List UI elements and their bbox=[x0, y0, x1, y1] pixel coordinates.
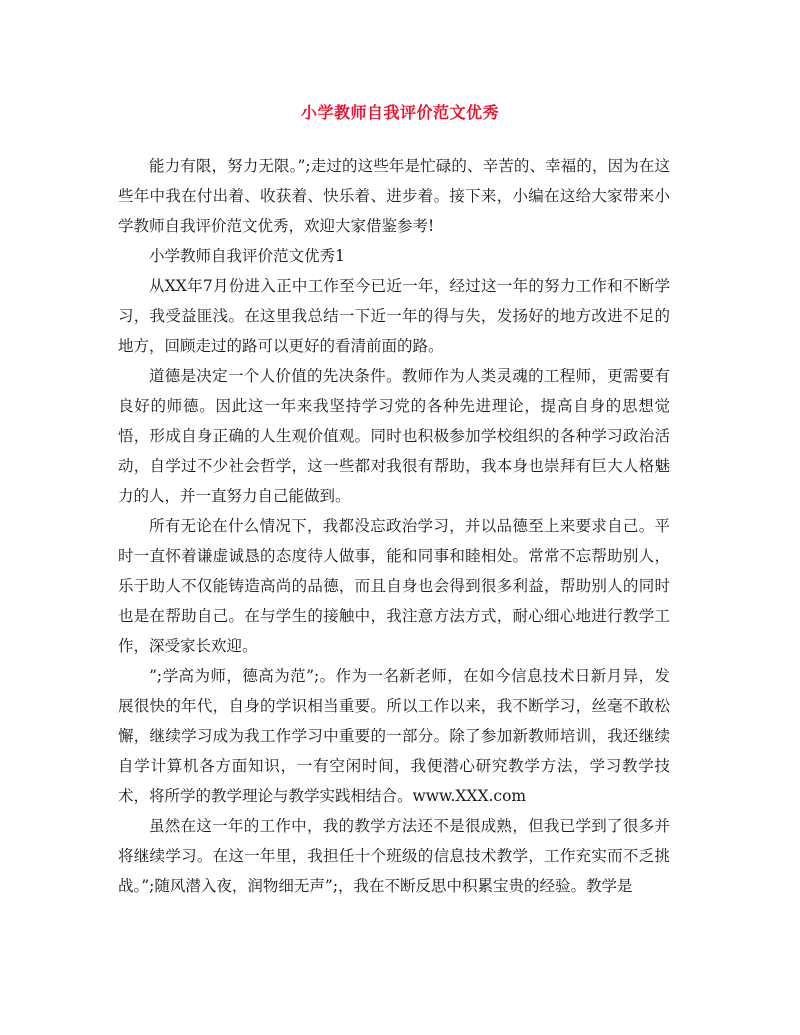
document-body bbox=[118, 151, 670, 901]
paragraph: 所有无论在什么情况下，我都没忘政治学习，并以品德至上来要求自己。平时一直怀着谦虚诚恳的态度待人做事，能和同事和睦相处。常常不忘帮助别人，乐于助人不仅能铸造高尚的品德，而且自身也会得到很多利益，帮助别人的同时也是在帮助自己。在与学生的接触中，我注意方法方式，耐心细心地进行教学工作，深受家长欢迎。 bbox=[118, 517, 670, 655]
paragraph: 从XX年7月份进入正中工作至今已近一年，经过这一年的努力工作和不断学习，我受益匪浅。在这里我总结一下近一年的得与失，发扬好的地方改进不足的地方，回顾走过的路可以更好的看清前面的路。 bbox=[118, 277, 670, 355]
paragraph-intro: 能力有限，努力无限。”;走过的这些年是忙碌的、辛苦的、幸福的，因为在这些年中我在付出着、收获着、快乐着、进步着。接下来，小编在这给大家带来小学教师自我评价范文优秀，欢迎大家借鉴参考! bbox=[118, 157, 670, 235]
paragraph: 虽然在这一年的工作中，我的教学方法还不是很成熟，但我已学到了很多并将继续学习。在这一年里，我担任十个班级的信息技术教学，工作充实而不乏挑战。”;随风潜入夜，润物细无声”;，我在不断反思中积累宝贵的经验。教学是 bbox=[118, 817, 670, 895]
section-heading: 小学教师自我评价范文优秀1 bbox=[149, 247, 345, 265]
paragraph: ”;学高为师，德高为范”;。作为一名新老师，在如今信息技术日新月异，发展很快的年代，自身的学识相当重要。所以工作以来，我不断学习，丝毫不敢松懈，继续学习成为我工作学习中重要的一部分。除了参加新教师培训，我还继续自学计算机各方面知识，一有空闲时间，我便潜心研究教学方法，学习教学技术，将所学的教学理论与教学实践相结合。www.XXX.com bbox=[118, 667, 670, 805]
paragraph: 道德是决定一个人价值的先决条件。教师作为人类灵魂的工程师，更需要有良好的师德。因此这一年来我坚持学习党的各种先进理论，提高自身的思想觉悟，形成自身正确的人生观价值观。同时也积极参加学校组织的各种学习政治活动，自学过不少社会哲学，这一些都对我很有帮助，我本身也崇拜有巨大人格魅力的人，并一直努力自己能做到。 bbox=[118, 367, 670, 505]
document-title: 小学教师自我评价范文优秀 bbox=[300, 103, 499, 122]
